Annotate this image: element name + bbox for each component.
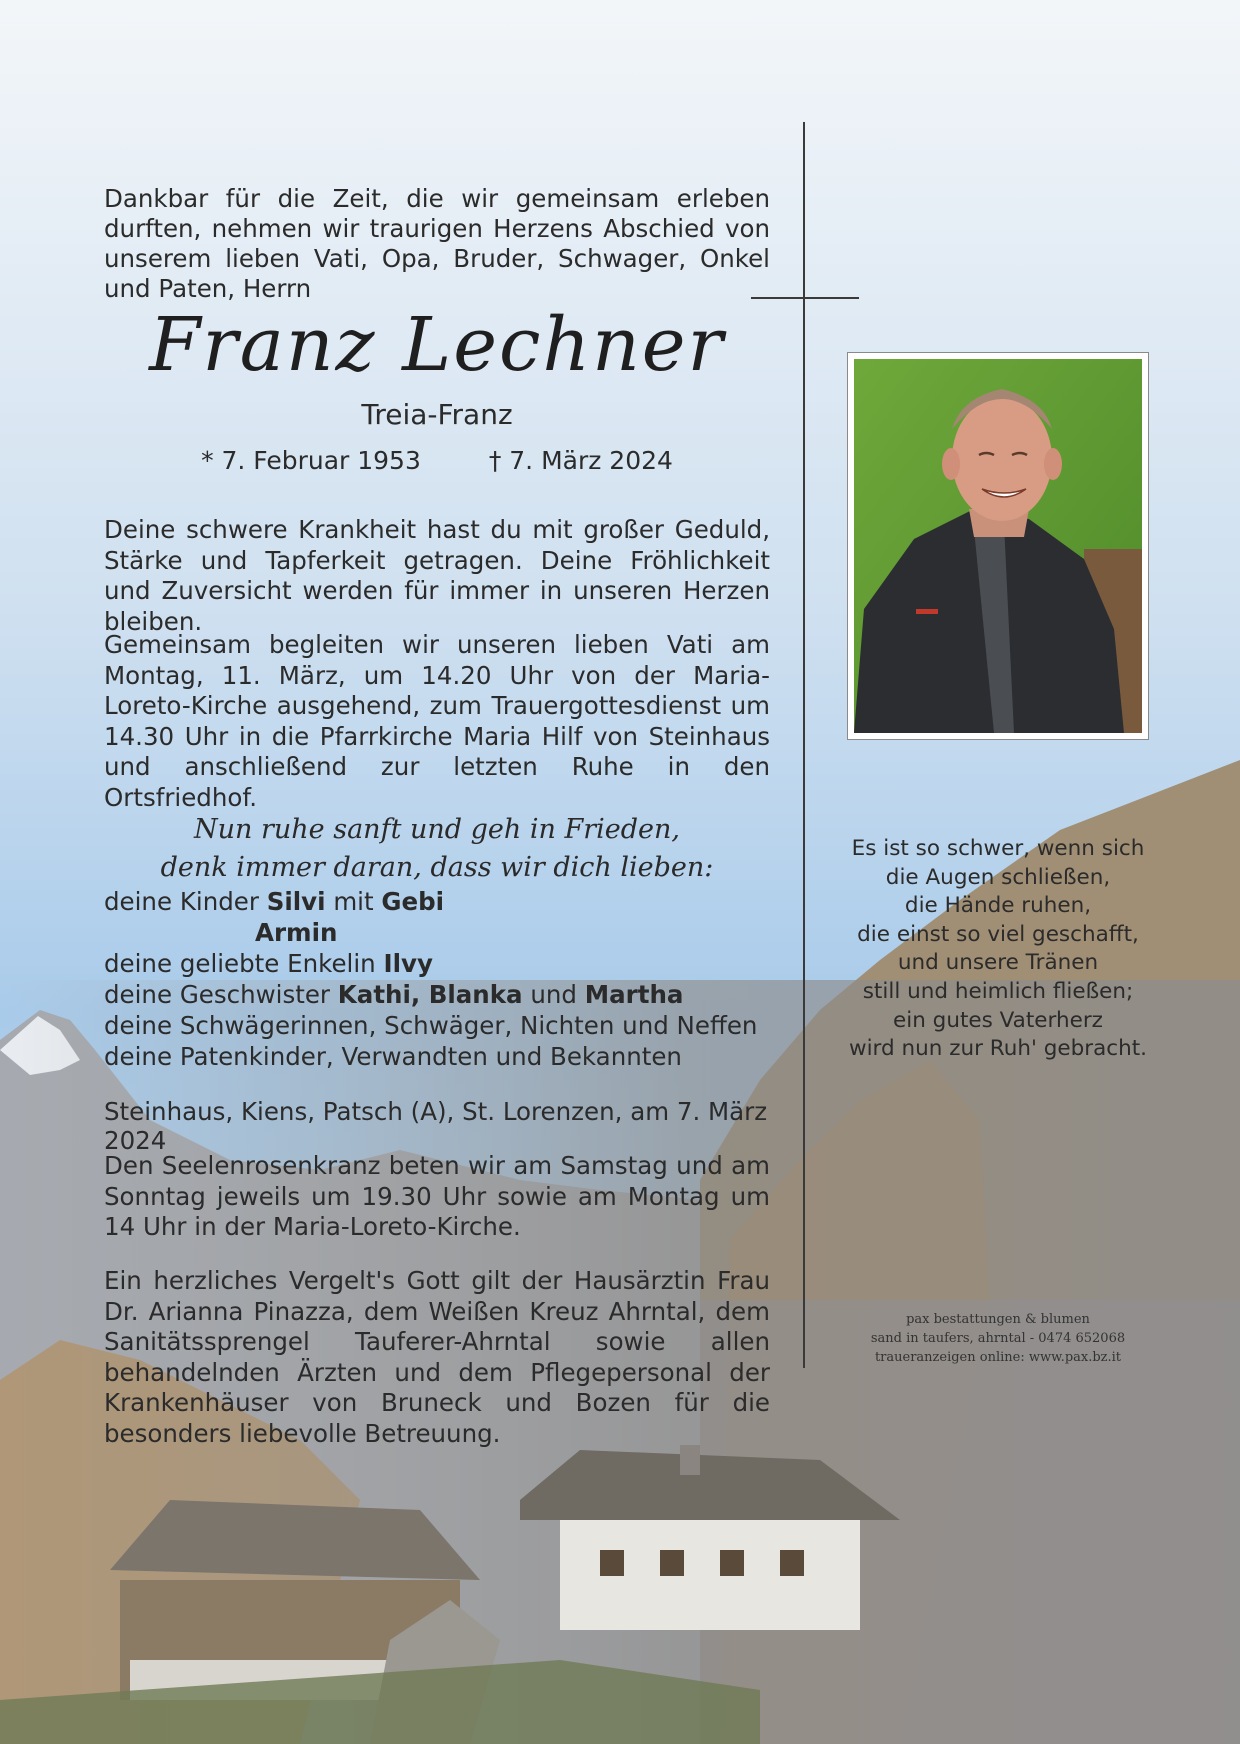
child-mit: mit (325, 887, 382, 916)
verse-line-2: denk immer daran, dass wir dich lieben: (160, 852, 714, 883)
siblings-prefix: deine Geschwister (104, 980, 338, 1009)
children-prefix: deine Kinder (104, 887, 267, 916)
cross-horizontal-line (751, 297, 859, 299)
paragraph-illness: Deine schwere Krankheit hast du mit großer Geduld, Stärke und Tapferkeit getragen. Deine Fröhlichkeit und Zuversicht werden für immer in unseren Herzen bleiben. (104, 515, 770, 636)
verse (104, 811, 770, 887)
mourners-child-2 (104, 917, 770, 948)
sibling-last-name: Martha (584, 980, 684, 1009)
siblings-names: Kathi, Blanka (337, 980, 523, 1009)
grandchild-prefix: deine geliebte Enkelin (104, 949, 384, 978)
grandchild-name: Ilvy (383, 949, 433, 978)
paragraph-thanks: Ein herzliches Vergelt's Gott gilt der Hausärztin Frau Dr. Arianna Pinazza, dem Weißen Kreuz Ahrntal, dem Sanitätssprengel Tauferer-Ahrntal sowie allen behandelnden Ärzten und dem Pflegepersonal der Krankenhäuser von Bruneck und Bozen für die besonders liebevolle Betreuung. (104, 1266, 770, 1448)
poem-line: wird nun zur Ruh' gebracht. (848, 1036, 1148, 1062)
poem-line: ein gutes Vaterherz (893, 1007, 1103, 1033)
deceased-nickname: Treia-Franz (361, 398, 513, 431)
memorial-poem (843, 835, 1153, 1064)
poem-line: die einst so viel geschafft, (857, 921, 1139, 947)
deceased-name: Franz Lechner (149, 302, 725, 388)
mourners-list (104, 886, 770, 1072)
mourners-children (104, 886, 770, 917)
mourners-grandchild (104, 948, 770, 979)
mourners-siblings (104, 979, 770, 1010)
death-date: † 7. März 2024 (488, 446, 673, 475)
mourners-inlaws: deine Schwägerinnen, Schwäger, Nichten und Neffen (104, 1011, 758, 1040)
mourners-others: deine Patenkinder, Verwandten und Bekannten (104, 1042, 682, 1071)
poem-line: die Hände ruhen, (904, 893, 1092, 919)
child-partner-name: Gebi (381, 887, 445, 916)
life-dates (104, 446, 770, 475)
footer-company: pax bestattungen & blumen (906, 1312, 1090, 1327)
child-name: Silvi (266, 887, 326, 916)
footer-website: traueranzeigen online: www.pax.bz.it (874, 1350, 1122, 1365)
funeral-home-footer (843, 1310, 1153, 1367)
portrait-photo (854, 359, 1142, 733)
poem-line: still und heimlich fließen; (862, 978, 1134, 1004)
paragraph-rosary: Den Seelenrosenkranz beten wir am Samstag und am Sonntag jeweils um 19.30 Uhr sowie am Montag um 14 Uhr in der Maria-Loreto-Kirche. (104, 1151, 770, 1241)
paragraph-funeral: Gemeinsam begleiten wir unseren lieben Vati am Montag, 11. März, um 14.20 Uhr von der Maria-Loreto-Kirche ausgehend, zum Trauergottesdienst um 14.30 Uhr in die Pfarrkirche Maria Hilf von Steinhaus und anschließend zur letzten Ruhe in den Ortsfriedhof. (104, 630, 770, 812)
poem-line: Es ist so schwer, wenn sich (851, 836, 1145, 861)
child-name: Armin (255, 918, 338, 947)
place-date: Steinhaus, Kiens, Patsch (A), St. Lorenzen, am 7. März 2024 (104, 1097, 768, 1155)
siblings-und: und (522, 980, 585, 1009)
footer-address-phone: sand in taufers, ahrntal - 0474 652068 (870, 1331, 1126, 1346)
poem-line: und unsere Tränen (897, 950, 1099, 976)
verse-line-1: Nun ruhe sanft und geh in Frieden, (194, 814, 680, 845)
cross-vertical-line (803, 122, 805, 1368)
intro-text: Dankbar für die Zeit, die wir gemeinsam erleben durften, nehmen wir traurigen Herzens Abschied von unserem lieben Vati, Opa, Bruder, Schwager, Onkel und Paten, Herrn (104, 184, 770, 303)
poem-line: die Augen schließen, (885, 864, 1111, 890)
birth-date: * 7. Februar 1953 (201, 446, 421, 475)
